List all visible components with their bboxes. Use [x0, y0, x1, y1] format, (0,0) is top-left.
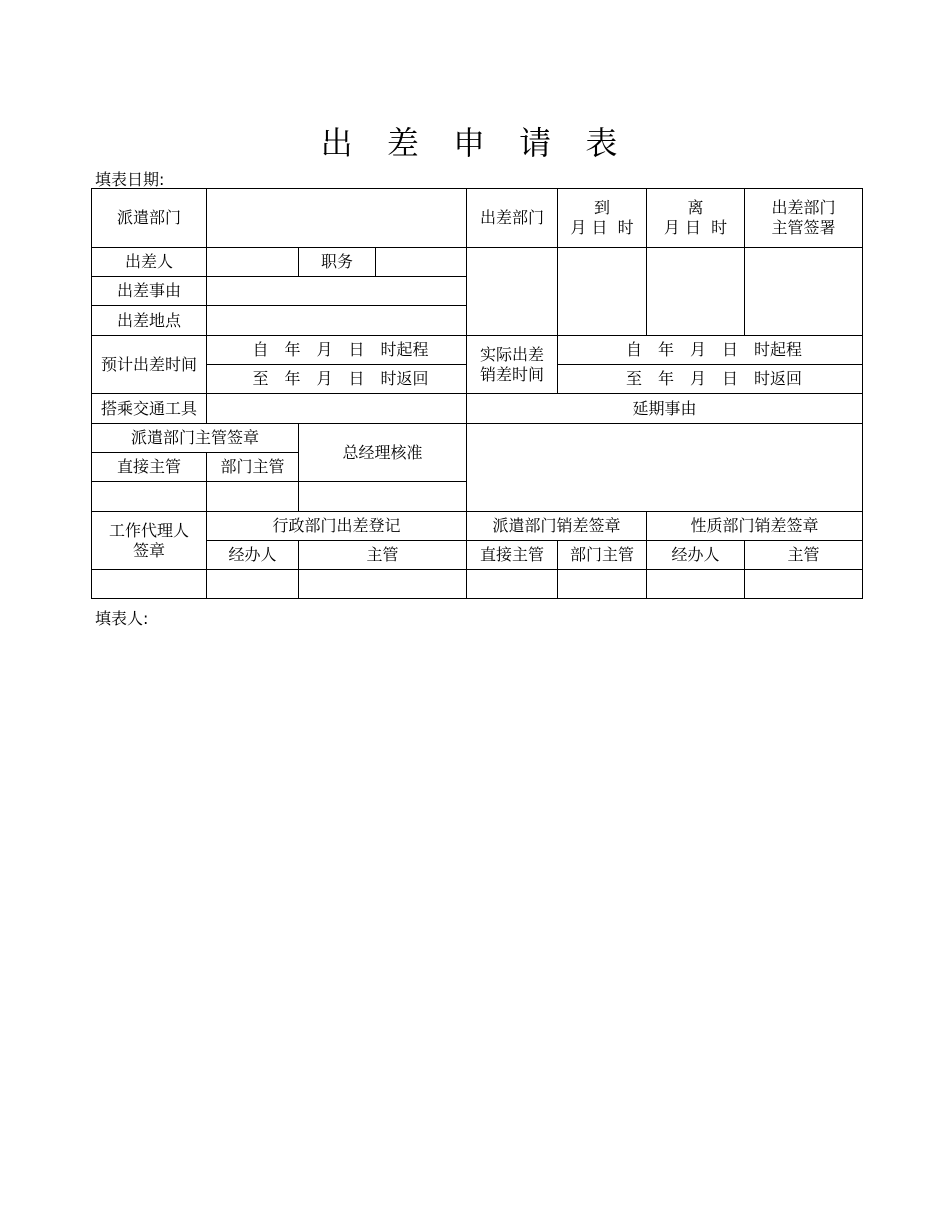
arrive-header: [558, 189, 647, 248]
day-label: 日: [722, 369, 739, 388]
year-label: 年: [284, 369, 301, 388]
direct-supervisor-sign-field[interactable]: [92, 482, 207, 512]
planned-return-field[interactable]: [207, 365, 467, 394]
day-label: 日: [348, 340, 365, 359]
trip-dept-sign-line1: 出差部门: [771, 198, 836, 217]
dept-supervisor-sign-field[interactable]: [207, 482, 299, 512]
position-label: 职务: [299, 248, 376, 277]
month-label: 月: [690, 369, 707, 388]
agent-sign-line2: 签章: [132, 540, 165, 560]
admin-supervisor-field[interactable]: [299, 570, 467, 599]
leave-date-format: 月 日 时: [663, 218, 728, 237]
filler-label: 填表人:: [95, 609, 149, 628]
month-label: 月: [316, 369, 333, 388]
trip-dept-field[interactable]: [467, 248, 558, 336]
nature-close-sign-label: 性质部门销差签章: [647, 512, 863, 541]
trip-dept-label: 出差部门: [467, 189, 558, 248]
dispatch-dept-field[interactable]: [207, 189, 467, 248]
handler-label: 经办人: [207, 541, 299, 570]
delay-reason-label: 延期事由: [467, 394, 863, 424]
trip-dept-sign-header: [745, 189, 863, 248]
supervisor-label: 主管: [299, 541, 467, 570]
dept-supervisor-label: 部门主管: [207, 453, 299, 482]
traveler-label: 出差人: [92, 248, 207, 277]
dispatch-supervisor-sign-label: 派遣部门主管签章: [92, 424, 299, 453]
reason-label: 出差事由: [92, 277, 207, 306]
traveler-field[interactable]: [207, 248, 299, 277]
agent-sign-label: [92, 512, 207, 570]
gm-approval-label: 总经理核准: [299, 424, 467, 482]
transport-label: 搭乘交通工具: [92, 394, 207, 424]
planned-time-label: 预计出差时间: [92, 336, 207, 394]
depart-hour-label: 时起程: [380, 340, 429, 359]
year-label: 年: [657, 369, 674, 388]
leave-header: [647, 189, 745, 248]
location-field[interactable]: [207, 306, 467, 336]
travel-request-table: [91, 188, 863, 599]
nature-supervisor-field[interactable]: [745, 570, 863, 599]
direct-supervisor-label: 直接主管: [92, 453, 207, 482]
reason-field[interactable]: [207, 277, 467, 306]
direct-supervisor-label-2: 直接主管: [467, 541, 558, 570]
gm-approval-field[interactable]: [299, 482, 467, 512]
location-label: 出差地点: [92, 306, 207, 336]
month-label: 月: [690, 340, 707, 359]
dispatch-direct-supervisor-field[interactable]: [467, 570, 558, 599]
nature-handler-field[interactable]: [647, 570, 745, 599]
actual-start-field[interactable]: [558, 336, 863, 365]
agent-sign-line1: 工作代理人: [108, 520, 189, 540]
actual-return-field[interactable]: [558, 365, 863, 394]
depart-hour-label: 时起程: [754, 340, 803, 359]
return-hour-label: 时返回: [380, 369, 429, 388]
leave-label: 离: [687, 198, 704, 217]
month-label: 月: [316, 340, 333, 359]
actual-time-label: [467, 336, 558, 394]
transport-field[interactable]: [207, 394, 467, 424]
admin-register-label: 行政部门出差登记: [207, 512, 467, 541]
year-label: 年: [657, 340, 674, 359]
dispatch-close-sign-label: 派遣部门销差签章: [467, 512, 647, 541]
dept-supervisor-label-2: 部门主管: [558, 541, 647, 570]
agent-sign-field[interactable]: [92, 570, 207, 599]
planned-start-field[interactable]: [207, 336, 467, 365]
dispatch-dept-supervisor-field[interactable]: [558, 570, 647, 599]
leave-field[interactable]: [647, 248, 745, 336]
from-label: 自: [625, 340, 642, 359]
arrive-label: 到: [594, 198, 611, 217]
from-label: 自: [252, 340, 269, 359]
handler-label-2: 经办人: [647, 541, 745, 570]
year-label: 年: [284, 340, 301, 359]
delay-reason-field[interactable]: [467, 424, 863, 512]
arrive-field[interactable]: [558, 248, 647, 336]
arrive-date-format: 月 日 时: [570, 218, 634, 237]
actual-time-line2: 销差时间: [480, 364, 545, 384]
fill-date-label: 填表日期:: [95, 170, 165, 189]
return-hour-label: 时返回: [754, 369, 803, 388]
actual-time-line1: 实际出差: [480, 344, 545, 364]
supervisor-label-2: 主管: [745, 541, 863, 570]
day-label: 日: [348, 369, 365, 388]
dispatch-dept-label: 派遣部门: [92, 189, 207, 248]
trip-dept-sign-line2: 主管签署: [771, 218, 836, 237]
to-label: 至: [625, 369, 642, 388]
page-title: 出 差 申 请 表: [320, 124, 630, 162]
day-label: 日: [722, 340, 739, 359]
position-field[interactable]: [376, 248, 467, 277]
admin-handler-field[interactable]: [207, 570, 299, 599]
trip-dept-sign-field[interactable]: [745, 248, 863, 336]
to-label: 至: [252, 369, 269, 388]
